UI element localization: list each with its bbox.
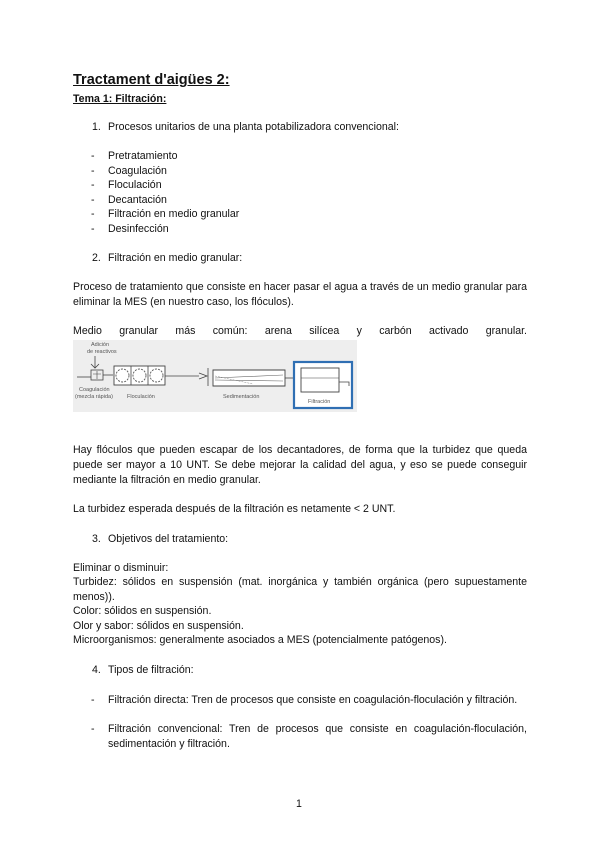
section-4-heading: Tipos de filtración:: [108, 664, 194, 676]
section-3-number: 3.: [92, 533, 101, 545]
filtration-type-conventional: Filtración convencional: Tren de procesos que consiste en coagulación-floculación, sedimentación y filtración.: [108, 723, 527, 750]
list-item: Desinfección: [108, 223, 169, 235]
list-bullet: -: [91, 723, 95, 735]
list-bullet: -: [91, 179, 95, 191]
objective-color: Color: sólidos en suspensión.: [73, 605, 212, 617]
section-1-heading: Procesos unitarios de una planta potabilizadora convencional:: [108, 121, 399, 133]
process-diagram: [73, 340, 357, 412]
objectives-intro: Eliminar o disminuir:: [73, 562, 169, 574]
filter-box: [301, 368, 339, 392]
section-1-number: 1.: [92, 121, 101, 133]
section-2-heading: Filtración en medio granular:: [108, 252, 243, 264]
filtration-type-direct: Filtración directa: Tren de procesos que consiste en coagulación-floculación y filtración.: [108, 694, 518, 706]
section-4-number: 4.: [92, 664, 101, 676]
label-coagulacion: Coagulación: [79, 387, 110, 393]
list-bullet: -: [91, 150, 95, 162]
list-item: Filtración en medio granular: [108, 208, 240, 220]
label-sedimentacion: Sedimentación: [223, 394, 260, 400]
label-reactivos-1: Adición: [91, 342, 110, 348]
page-number: 1: [296, 798, 302, 810]
list-bullet: -: [91, 194, 95, 206]
paragraph-expected-turbidity: La turbidez esperada después de la filtración es netamente < 2 UNT.: [73, 503, 396, 515]
document-title: Tractament d'aigües 2:: [73, 72, 230, 88]
list-bullet: -: [91, 165, 95, 177]
paragraph-turbidity-escape: Hay flóculos que pueden escapar de los decantadores, de forma que la turbidez que queda puede ser mayor a 10 UNT. Se debe mejorar la calidad del agua, y eso se puede conseguir mediante la filtración en medio granular.: [73, 444, 527, 486]
objective-turbidez: Turbidez: sólidos en suspensión (mat. inorgánica y también orgánica (pero supuestamente menos)).: [73, 576, 527, 603]
paragraph-filtration-definition: Proceso de tratamiento que consiste en hacer pasar el agua a través de un medio granular para eliminar la MES (en nuestro caso, los flóculos).: [73, 281, 527, 308]
label-filtracion: Filtración: [308, 399, 331, 405]
section-2-number: 2.: [92, 252, 101, 264]
section-3-heading: Objetivos del tratamiento:: [108, 533, 229, 545]
objective-olor: Olor y sabor: sólidos en suspensión.: [73, 620, 244, 632]
list-bullet: -: [91, 223, 95, 235]
objective-microorganismos: Microorganismos: generalmente asociados a MES (potencialmente patógenos).: [73, 634, 447, 646]
label-mezcla: (mezcla rápida): [75, 394, 113, 400]
label-floculacion: Floculación: [127, 394, 155, 400]
list-item: Coagulación: [108, 165, 167, 177]
paragraph-granular-medium: Medio granular más común: arena silícea y carbón activado granular.: [73, 325, 527, 337]
list-bullet: -: [91, 208, 95, 220]
label-reactivos-2: de reactivos: [87, 349, 117, 355]
topic-heading: Tema 1: Filtración:: [73, 93, 167, 105]
list-item: Decantación: [108, 194, 167, 206]
list-bullet: -: [91, 694, 95, 706]
list-item: Floculación: [108, 179, 162, 191]
list-item: Pretratamiento: [108, 150, 178, 162]
